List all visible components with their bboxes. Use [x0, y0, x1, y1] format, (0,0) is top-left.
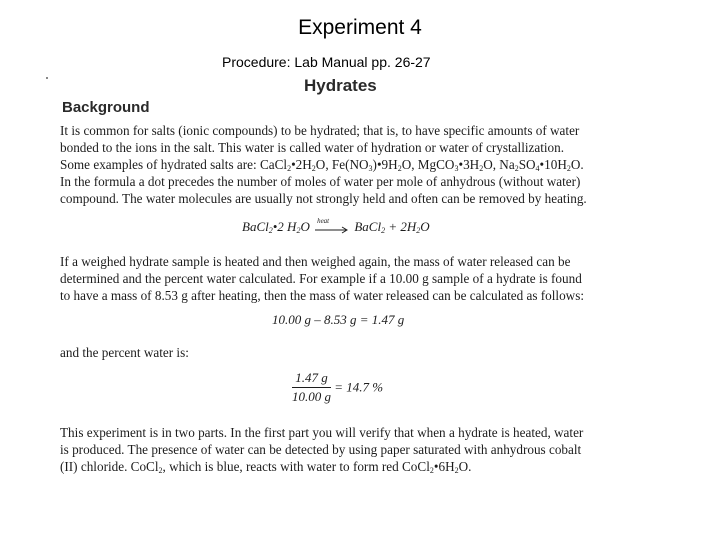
equation-dehydration: BaCl$_2$•2 $H_2O$ heat BaCl$_2$ + $2H_2O$	[242, 217, 430, 235]
slide-subtitle: Procedure: Lab Manual pp. 26-27	[222, 54, 431, 70]
text-line: If a weighed hydrate sample is heated and then weighed again, the mass of water released can be	[60, 254, 571, 269]
slide-title: Experiment 4	[298, 16, 422, 39]
paragraph-percent-water	[60, 253, 625, 304]
text-line: and the percent water is:	[60, 345, 189, 360]
section-heading: Background	[62, 99, 150, 116]
fraction-denominator: 10.00 g	[292, 389, 331, 404]
paragraph-percent-intro	[60, 344, 625, 361]
text-line: This experiment is in two parts. In the first part you will verify that when a hydrate is heated, water	[60, 425, 584, 440]
paragraph-experiment	[60, 424, 625, 475]
text-line: bonded to the ions in the salt. This water is called water of hydration or water of crystallization.	[60, 140, 565, 155]
fraction	[292, 370, 331, 405]
text-line: is produced. The presence of water can be detected by using paper saturated with anhydrous cobalt	[60, 442, 582, 457]
paragraph-intro	[60, 122, 625, 207]
equation-mass-released: 10.00 g – 8.53 g = 1.47 g	[272, 312, 405, 327]
reaction-arrow: heat	[313, 223, 351, 233]
text-line-formulas: Some examples of hydrated salts are: $CaCl_2•2H_2O$, $Fe(NO_3)•9H_2O$, $MgCO_3•3H_2O$, $Na_2SO_4•10H_2O$.	[60, 157, 584, 173]
text-line: determined and the percent water calculated. For example if a 10.00 g sample of a hydrate is found	[60, 271, 582, 286]
page-heading: Hydrates	[304, 76, 377, 95]
text-line: compound. The water molecules are usually not strongly held and often can be removed by heating.	[60, 191, 587, 206]
fraction-numerator: 1.47 g	[292, 370, 331, 388]
text-line-formulas: (II) chloride. CoCl$_2$, which is blue, reacts with water to form red $CoCl_2•6H_2O$.	[60, 459, 472, 475]
percent-result: = 14.7 %	[334, 379, 384, 395]
text-line: to have a mass of 8.53 g after heating, then the mass of water released can be calculated as follows:	[60, 288, 585, 303]
scan-speck	[46, 77, 48, 79]
text-line: In the formula a dot precedes the number of moles of water per mole of anhydrous (without water)	[60, 174, 581, 189]
equation-percent-water	[292, 370, 383, 405]
text-line: It is common for salts (ionic compounds) to be hydrated; that is, to have specific amounts of water	[60, 123, 580, 138]
arrow-icon	[313, 225, 351, 235]
